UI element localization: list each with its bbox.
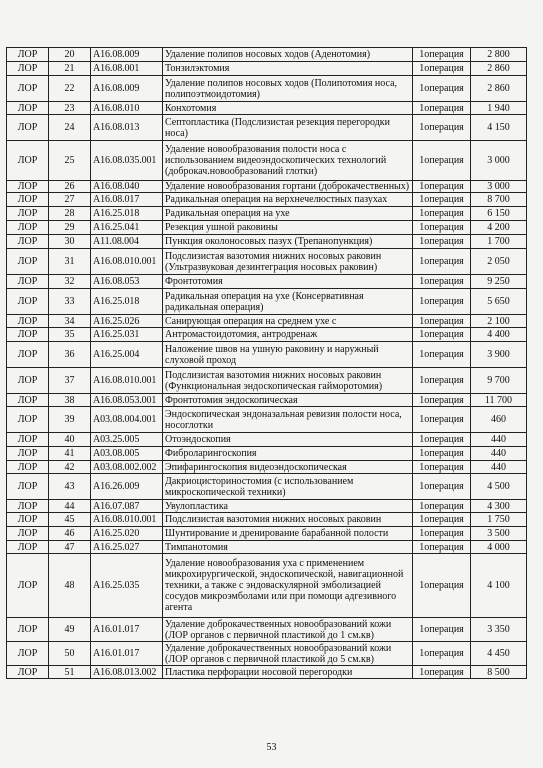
service-price: 1 940 xyxy=(471,102,527,115)
unit-of-measure: 1операция xyxy=(413,207,471,221)
table-row xyxy=(7,275,527,289)
table-row xyxy=(7,141,527,181)
service-price: 4 000 xyxy=(471,541,527,554)
service-price: 5 650 xyxy=(471,289,527,315)
service-name: Пластика перфорации носовой перегородки xyxy=(163,666,413,679)
unit-of-measure: 1операция xyxy=(413,102,471,115)
dept-cell: ЛОР xyxy=(7,433,49,447)
service-code: A16.08.010.001 xyxy=(91,513,163,527)
service-name: Радикальная операция на верхнечелюстных пазухах xyxy=(163,193,413,207)
table-row xyxy=(7,76,527,102)
dept-cell: ЛОР xyxy=(7,394,49,407)
unit-of-measure: 1операция xyxy=(413,527,471,541)
dept-cell: ЛОР xyxy=(7,48,49,62)
dept-cell: ЛОР xyxy=(7,447,49,461)
table-row xyxy=(7,221,527,235)
service-price: 2 100 xyxy=(471,315,527,328)
table-row xyxy=(7,527,527,541)
dept-cell: ЛОР xyxy=(7,541,49,554)
table-row xyxy=(7,342,527,368)
service-name: Удаление доброкачественных новообразований кожи (ЛОР органов с первичной пластикой до 5 см.кв) xyxy=(163,642,413,666)
service-code: A03.08.005 xyxy=(91,447,163,461)
row-number: 28 xyxy=(49,207,91,221)
service-code: A16.25.026 xyxy=(91,315,163,328)
service-code: A16.08.010 xyxy=(91,102,163,115)
service-name: Фронтотомия xyxy=(163,275,413,289)
table-row xyxy=(7,618,527,642)
service-price: 4 150 xyxy=(471,115,527,141)
row-number: 45 xyxy=(49,513,91,527)
dept-cell: ЛОР xyxy=(7,115,49,141)
row-number: 35 xyxy=(49,328,91,342)
dept-cell: ЛОР xyxy=(7,235,49,249)
table-row xyxy=(7,62,527,76)
service-code: A16.08.017 xyxy=(91,193,163,207)
dept-cell: ЛОР xyxy=(7,461,49,474)
service-code: A16.25.020 xyxy=(91,527,163,541)
dept-cell: ЛОР xyxy=(7,275,49,289)
service-code: A16.25.018 xyxy=(91,207,163,221)
service-price: 2 050 xyxy=(471,249,527,275)
service-code: A16.25.041 xyxy=(91,221,163,235)
service-code: A16.08.001 xyxy=(91,62,163,76)
dept-cell: ЛОР xyxy=(7,315,49,328)
dept-cell: ЛОР xyxy=(7,554,49,618)
table-row xyxy=(7,48,527,62)
dept-cell: ЛОР xyxy=(7,249,49,275)
service-code: A16.25.027 xyxy=(91,541,163,554)
service-name: Пункция околоносовых пазух (Трепанопункция) xyxy=(163,235,413,249)
service-price: 3 500 xyxy=(471,527,527,541)
unit-of-measure: 1операция xyxy=(413,554,471,618)
table-row xyxy=(7,474,527,500)
unit-of-measure: 1операция xyxy=(413,618,471,642)
service-price: 2 860 xyxy=(471,76,527,102)
table-row xyxy=(7,541,527,554)
dept-cell: ЛОР xyxy=(7,513,49,527)
table-row xyxy=(7,433,527,447)
unit-of-measure: 1операция xyxy=(413,666,471,679)
dept-cell: ЛОР xyxy=(7,102,49,115)
service-code: A16.25.035 xyxy=(91,554,163,618)
unit-of-measure: 1операция xyxy=(413,342,471,368)
table-row xyxy=(7,115,527,141)
dept-cell: ЛОР xyxy=(7,141,49,181)
service-name: Тимпанотомия xyxy=(163,541,413,554)
table-row xyxy=(7,554,527,618)
service-name: Эндоскопическая эндоназальная ревизия полости носа, носоглотки xyxy=(163,407,413,433)
table-row xyxy=(7,181,527,193)
dept-cell: ЛОР xyxy=(7,342,49,368)
service-name: Удаление новообразования гортани (доброкачественных) xyxy=(163,181,413,193)
row-number: 33 xyxy=(49,289,91,315)
service-name: Удаление доброкачественных новообразований кожи (ЛОР органов с первичной пластикой до 1 см.кв) xyxy=(163,618,413,642)
row-number: 50 xyxy=(49,642,91,666)
service-name: Удаление новообразования уха с применением микрохирургической, эндоскопической, навигационной техники, а также с эндоваскулярной эмболизацией сосудов микроэмболами или при помощи адгезивного агента xyxy=(163,554,413,618)
row-number: 36 xyxy=(49,342,91,368)
table-row xyxy=(7,500,527,513)
service-name: Радикальная операция на ухе xyxy=(163,207,413,221)
service-code: A16.01.017 xyxy=(91,642,163,666)
dept-cell: ЛОР xyxy=(7,193,49,207)
dept-cell: ЛОР xyxy=(7,368,49,394)
row-number: 34 xyxy=(49,315,91,328)
service-price: 3 900 xyxy=(471,342,527,368)
dept-cell: ЛОР xyxy=(7,642,49,666)
service-price: 6 150 xyxy=(471,207,527,221)
service-price: 11 700 xyxy=(471,394,527,407)
unit-of-measure: 1операция xyxy=(413,181,471,193)
row-number: 49 xyxy=(49,618,91,642)
row-number: 47 xyxy=(49,541,91,554)
service-name: Дакриоцисториностомия (с использованием микроскопической техники) xyxy=(163,474,413,500)
service-name: Удаление полипов носовых ходов (Аденотомия) xyxy=(163,48,413,62)
dept-cell: ЛОР xyxy=(7,500,49,513)
service-name: Удаление новообразования полости носа с использованием видеоэндоскопических технологий (доброкач.новообразований глотки) xyxy=(163,141,413,181)
unit-of-measure: 1операция xyxy=(413,447,471,461)
service-price: 2 860 xyxy=(471,62,527,76)
service-name: Тонзилэктомия xyxy=(163,62,413,76)
row-number: 24 xyxy=(49,115,91,141)
dept-cell: ЛОР xyxy=(7,474,49,500)
service-price: 8 700 xyxy=(471,193,527,207)
unit-of-measure: 1операция xyxy=(413,62,471,76)
row-number: 25 xyxy=(49,141,91,181)
service-price: 4 200 xyxy=(471,221,527,235)
service-code: A16.08.009 xyxy=(91,48,163,62)
service-name: Санирующая операция на среднем ухе с xyxy=(163,315,413,328)
dept-cell: ЛОР xyxy=(7,527,49,541)
unit-of-measure: 1операция xyxy=(413,115,471,141)
row-number: 22 xyxy=(49,76,91,102)
unit-of-measure: 1операция xyxy=(413,500,471,513)
service-name: Конхотомия xyxy=(163,102,413,115)
table-row xyxy=(7,235,527,249)
unit-of-measure: 1операция xyxy=(413,541,471,554)
row-number: 27 xyxy=(49,193,91,207)
service-code: A03.08.004.001 xyxy=(91,407,163,433)
unit-of-measure: 1операция xyxy=(413,642,471,666)
service-code: A03.08.002.002 xyxy=(91,461,163,474)
row-number: 30 xyxy=(49,235,91,249)
unit-of-measure: 1операция xyxy=(413,76,471,102)
row-number: 40 xyxy=(49,433,91,447)
service-price: 4 450 xyxy=(471,642,527,666)
table-row xyxy=(7,328,527,342)
service-code: A16.25.004 xyxy=(91,342,163,368)
table-row xyxy=(7,407,527,433)
row-number: 31 xyxy=(49,249,91,275)
dept-cell: ЛОР xyxy=(7,62,49,76)
row-number: 39 xyxy=(49,407,91,433)
service-price: 1 750 xyxy=(471,513,527,527)
table-row xyxy=(7,102,527,115)
unit-of-measure: 1операция xyxy=(413,394,471,407)
service-name: Эпифарингоскопия видеоэндоскопическая xyxy=(163,461,413,474)
service-price: 4 500 xyxy=(471,474,527,500)
table-row xyxy=(7,447,527,461)
row-number: 46 xyxy=(49,527,91,541)
service-price: 4 400 xyxy=(471,328,527,342)
unit-of-measure: 1операция xyxy=(413,315,471,328)
service-price: 8 500 xyxy=(471,666,527,679)
row-number: 42 xyxy=(49,461,91,474)
row-number: 26 xyxy=(49,181,91,193)
service-code: A16.08.013 xyxy=(91,115,163,141)
table-row xyxy=(7,642,527,666)
service-price: 3 350 xyxy=(471,618,527,642)
row-number: 43 xyxy=(49,474,91,500)
row-number: 29 xyxy=(49,221,91,235)
row-number: 48 xyxy=(49,554,91,618)
row-number: 23 xyxy=(49,102,91,115)
unit-of-measure: 1операция xyxy=(413,407,471,433)
unit-of-measure: 1операция xyxy=(413,141,471,181)
dept-cell: ЛОР xyxy=(7,207,49,221)
service-name: Наложение швов на ушную раковину и наружный слуховой проход xyxy=(163,342,413,368)
dept-cell: ЛОР xyxy=(7,289,49,315)
unit-of-measure: 1операция xyxy=(413,221,471,235)
unit-of-measure: 1операция xyxy=(413,235,471,249)
service-name: Увулопластика xyxy=(163,500,413,513)
unit-of-measure: 1операция xyxy=(413,275,471,289)
unit-of-measure: 1операция xyxy=(413,513,471,527)
service-code: A16.08.010.001 xyxy=(91,368,163,394)
service-code: A16.25.018 xyxy=(91,289,163,315)
service-name: Шунтирование и дренирование барабанной полости xyxy=(163,527,413,541)
service-name: Радикальная операция на ухе (Консервативная радикальная операция) xyxy=(163,289,413,315)
service-code: A16.08.009 xyxy=(91,76,163,102)
table-row xyxy=(7,513,527,527)
service-name: Подслизистая вазотомия нижних носовых раковин (Ультразвуковая дезинтеграция носовых раковин) xyxy=(163,249,413,275)
row-number: 21 xyxy=(49,62,91,76)
row-number: 38 xyxy=(49,394,91,407)
table-row xyxy=(7,207,527,221)
unit-of-measure: 1операция xyxy=(413,474,471,500)
table-row xyxy=(7,249,527,275)
service-code: A16.08.035.001 xyxy=(91,141,163,181)
unit-of-measure: 1операция xyxy=(413,328,471,342)
service-code: A03.25.005 xyxy=(91,433,163,447)
service-code: A16.08.010.001 xyxy=(91,249,163,275)
dept-cell: ЛОР xyxy=(7,328,49,342)
dept-cell: ЛОР xyxy=(7,221,49,235)
row-number: 37 xyxy=(49,368,91,394)
service-price: 3 000 xyxy=(471,141,527,181)
service-code: A16.08.053 xyxy=(91,275,163,289)
service-name: Подслизистая вазотомия нижних носовых раковин xyxy=(163,513,413,527)
dept-cell: ЛОР xyxy=(7,407,49,433)
service-code: A16.08.013.002 xyxy=(91,666,163,679)
table-row xyxy=(7,461,527,474)
service-price: 440 xyxy=(471,447,527,461)
row-number: 41 xyxy=(49,447,91,461)
service-price: 4 300 xyxy=(471,500,527,513)
service-code: A16.08.040 xyxy=(91,181,163,193)
table-row xyxy=(7,666,527,679)
service-price: 2 800 xyxy=(471,48,527,62)
service-code: A16.26.009 xyxy=(91,474,163,500)
service-name: Резекция ушной раковины xyxy=(163,221,413,235)
service-name: Отоэндоскопия xyxy=(163,433,413,447)
dept-cell: ЛОР xyxy=(7,618,49,642)
unit-of-measure: 1операция xyxy=(413,193,471,207)
row-number: 44 xyxy=(49,500,91,513)
table-row xyxy=(7,368,527,394)
row-number: 51 xyxy=(49,666,91,679)
service-price: 4 100 xyxy=(471,554,527,618)
row-number: 32 xyxy=(49,275,91,289)
service-price: 440 xyxy=(471,433,527,447)
service-code: A16.25.031 xyxy=(91,328,163,342)
unit-of-measure: 1операция xyxy=(413,461,471,474)
service-code: A16.01.017 xyxy=(91,618,163,642)
row-number: 20 xyxy=(49,48,91,62)
table-row xyxy=(7,394,527,407)
table-row xyxy=(7,193,527,207)
unit-of-measure: 1операция xyxy=(413,368,471,394)
service-price: 440 xyxy=(471,461,527,474)
service-price: 460 xyxy=(471,407,527,433)
service-name: Удаление полипов носовых ходов (Полипотомия носа, полипоэтмоидотомия) xyxy=(163,76,413,102)
service-name: Фиброларингоскопия xyxy=(163,447,413,461)
table-row xyxy=(7,315,527,328)
unit-of-measure: 1операция xyxy=(413,289,471,315)
service-name: Септопластика (Подслизистая резекция перегородки носа) xyxy=(163,115,413,141)
service-code: A16.08.053.001 xyxy=(91,394,163,407)
dept-cell: ЛОР xyxy=(7,76,49,102)
price-list-body xyxy=(7,48,527,679)
dept-cell: ЛОР xyxy=(7,666,49,679)
page-number: 53 xyxy=(266,742,277,753)
price-list-table xyxy=(6,47,527,679)
service-code: A11.08.004 xyxy=(91,235,163,249)
service-code: A16.07.087 xyxy=(91,500,163,513)
table-row xyxy=(7,289,527,315)
service-name: Подслизистая вазотомия нижних носовых раковин (Функциональная эндоскопическая гайморотомия) xyxy=(163,368,413,394)
unit-of-measure: 1операция xyxy=(413,249,471,275)
unit-of-measure: 1операция xyxy=(413,48,471,62)
service-name: Фронтотомия эндоскопическая xyxy=(163,394,413,407)
service-price: 9 250 xyxy=(471,275,527,289)
service-price: 9 700 xyxy=(471,368,527,394)
service-price: 1 700 xyxy=(471,235,527,249)
service-name: Антромастоидотомия, антродренаж xyxy=(163,328,413,342)
service-price: 3 000 xyxy=(471,181,527,193)
dept-cell: ЛОР xyxy=(7,181,49,193)
unit-of-measure: 1операция xyxy=(413,433,471,447)
